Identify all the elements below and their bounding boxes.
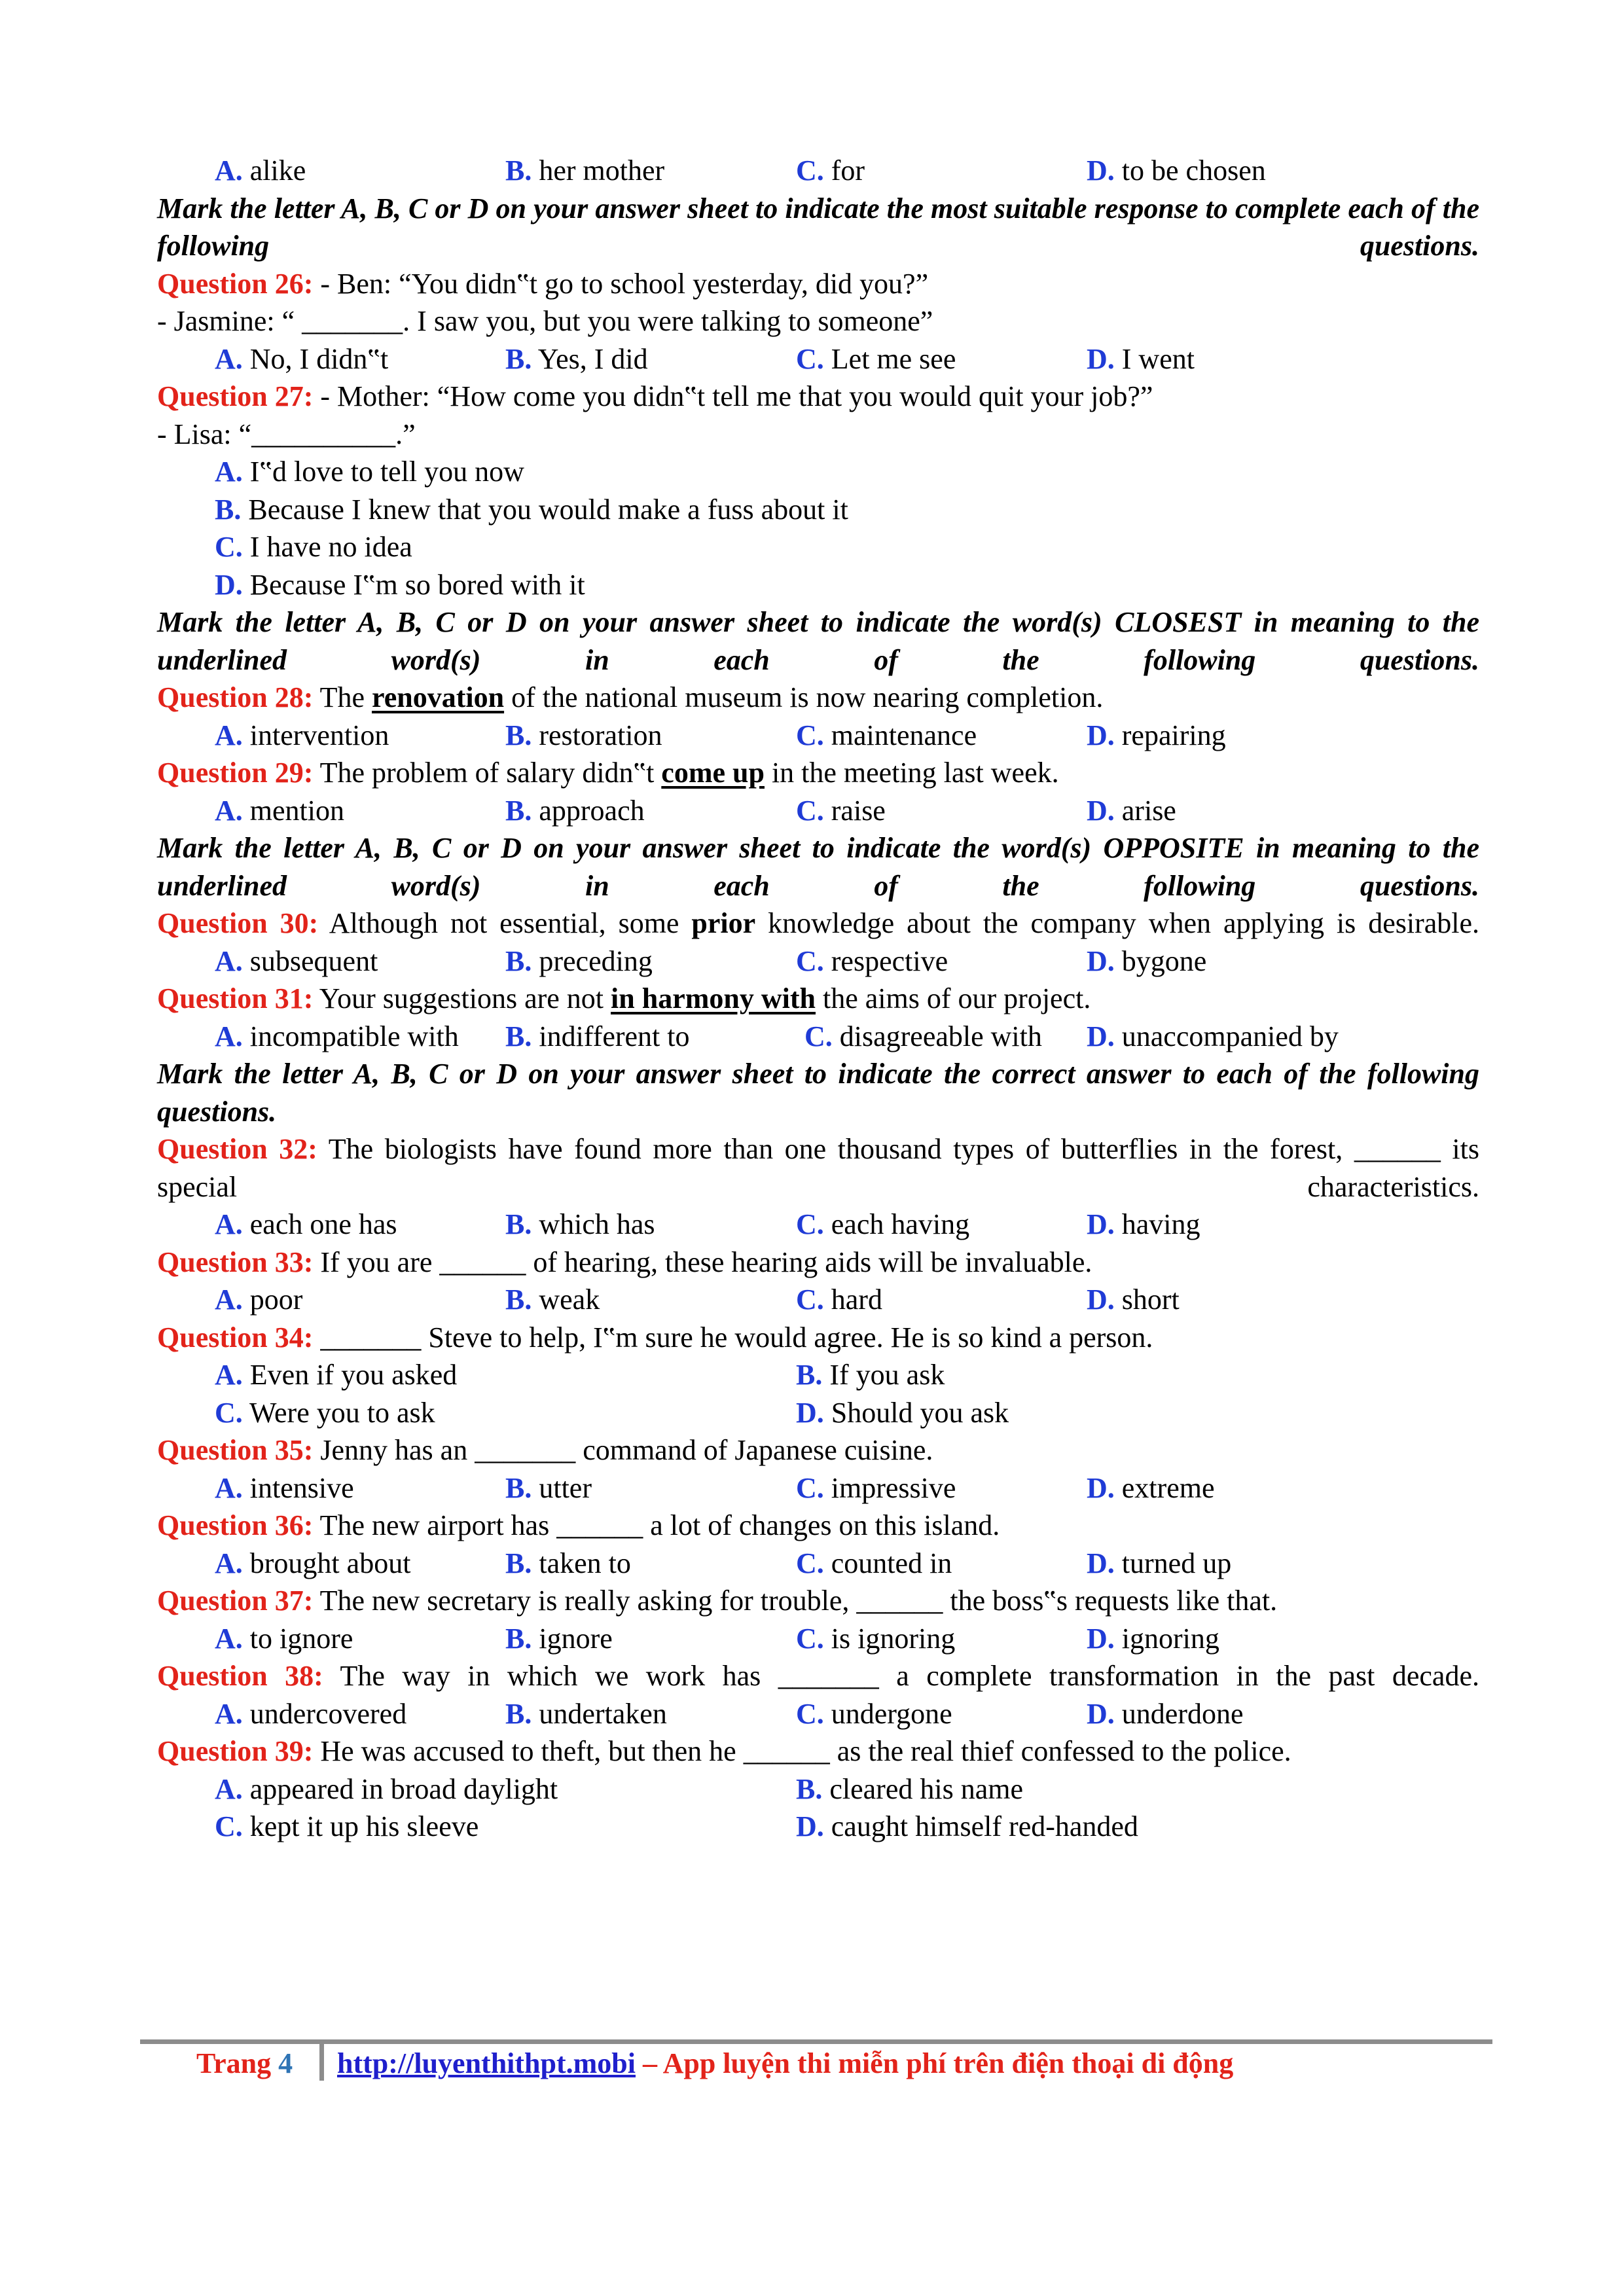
option-c: impressive	[831, 1471, 956, 1504]
option-letter: C.	[796, 1208, 824, 1240]
options-row	[157, 1206, 1479, 1244]
option-c: undergone	[831, 1697, 952, 1730]
option-a: poor	[249, 1283, 303, 1316]
option-letter: D.	[1087, 1208, 1115, 1240]
options-row	[157, 1770, 1479, 1808]
option-a: No, I didn‟t	[249, 342, 389, 375]
question-label: Question 34:	[157, 1321, 314, 1354]
question-text: knowledge about the company when applying is desirable.	[755, 907, 1480, 939]
option-letter: D.	[1087, 1283, 1115, 1316]
option-d: having	[1121, 1208, 1200, 1240]
option-a: intervention	[249, 719, 389, 751]
footer-link[interactable]: http://luyenthithpt.mobi	[337, 2047, 636, 2079]
question-label: Question 29:	[157, 757, 314, 789]
option-letter: C.	[796, 944, 824, 977]
option-letter: D.	[1087, 1622, 1115, 1655]
option-letter: D.	[796, 1396, 824, 1429]
option-b: approach	[539, 794, 645, 827]
underlined-word: in harmony with	[611, 982, 816, 1014]
section-instruction: Mark the letter A, B, C or D on your answer sheet to indicate the correct answer to each of the following questions.	[157, 1058, 1479, 1128]
question-label: Question 36:	[157, 1509, 314, 1541]
option-letter: D.	[1087, 1020, 1115, 1052]
option-b: undertaken	[539, 1697, 667, 1730]
question-29	[157, 754, 1479, 792]
section-instruction: Mark the letter A, B, C or D on your answer sheet to indicate the word(s) OPPOSITE in meaning to the underlined word(s) in each of the following questions.	[157, 832, 1479, 902]
option-letter: A.	[215, 1359, 243, 1391]
question-text: The new airport has ______ a lot of changes on this island.	[313, 1509, 1000, 1541]
option-c: respective	[831, 944, 948, 977]
question-label: Question 35:	[157, 1434, 314, 1466]
option-d: I went	[1121, 342, 1195, 375]
question-text: of the national museum is now nearing completion.	[504, 681, 1104, 713]
option-d: repairing	[1121, 719, 1226, 751]
option-letter: D.	[215, 568, 243, 601]
option-letter: A.	[215, 944, 243, 977]
option-d: underdone	[1121, 1697, 1244, 1730]
question-label: Question 26:	[157, 267, 314, 300]
option-letter: C.	[796, 794, 824, 827]
option-letter: D.	[1087, 1547, 1115, 1579]
option-b: utter	[539, 1471, 592, 1504]
question-36	[157, 1507, 1479, 1545]
option-d: turned up	[1121, 1547, 1232, 1579]
options-row	[157, 1394, 1479, 1432]
options-row	[157, 942, 1479, 980]
option-c: Let me see	[831, 342, 956, 375]
option-b: which has	[539, 1208, 655, 1240]
question-label: Question 28:	[157, 681, 314, 713]
option-letter: A.	[215, 1208, 243, 1240]
option-letter: A.	[215, 1622, 243, 1655]
question-35	[157, 1431, 1479, 1469]
question-label: Question 39:	[157, 1735, 314, 1767]
option-letter: C.	[796, 1547, 824, 1579]
question-text: Although not essential, some	[318, 907, 692, 939]
option-letter: A.	[215, 1020, 243, 1052]
question-39	[157, 1732, 1479, 1770]
option-letter: A.	[215, 342, 243, 375]
option-letter: A.	[215, 794, 243, 827]
option-letter: C.	[215, 1396, 243, 1429]
option-b: cleared his name	[829, 1772, 1023, 1805]
question-text: - Mother: “How come you didn‟t tell me that you would quit your job?”	[313, 380, 1153, 412]
question-38	[157, 1657, 1479, 1695]
option-letter: A.	[215, 719, 243, 751]
option-letter: D.	[1087, 1697, 1115, 1730]
option-a: incompatible with	[249, 1020, 459, 1052]
option-letter: C.	[796, 1622, 824, 1655]
option-letter: B.	[505, 154, 532, 187]
options-row	[157, 1620, 1479, 1658]
question-label: Question 31:	[157, 982, 314, 1014]
option-letter: B.	[505, 1697, 532, 1730]
page-word: Trang	[196, 2047, 272, 2079]
footer-text: – App luyện thi miễn phí trên điện thoại di động	[636, 2047, 1234, 2079]
option-row-b	[157, 491, 1479, 529]
option-a: each one has	[249, 1208, 397, 1240]
option-letter: D.	[1087, 719, 1115, 751]
option-d: short	[1121, 1283, 1180, 1316]
option-row-c	[157, 528, 1479, 566]
underlined-word: come up	[661, 757, 765, 789]
question-30	[157, 905, 1479, 942]
question-text: The biologists have found more than one thousand types of butterflies in the forest, ______ its special characteristics.	[157, 1133, 1479, 1203]
option-a: Even if you asked	[249, 1359, 458, 1391]
option-letter: D.	[1087, 1471, 1115, 1504]
option-row-a	[157, 453, 1479, 491]
option-letter: C.	[215, 531, 243, 563]
question-text: If you are ______ of hearing, these hearing aids will be invaluable.	[313, 1246, 1092, 1278]
options-row	[157, 1469, 1479, 1507]
option-d: bygone	[1121, 944, 1207, 977]
option-c: for	[831, 154, 865, 187]
question-label: Question 30:	[157, 907, 319, 939]
options-row	[157, 1808, 1479, 1846]
highlighted-word: prior	[691, 907, 756, 939]
option-d: ignoring	[1121, 1622, 1219, 1655]
option-c: Were you to ask	[249, 1396, 435, 1429]
question-label: Question 37:	[157, 1585, 314, 1617]
option-d: Because I‟m so bored with it	[249, 568, 585, 601]
option-letter: B.	[505, 944, 532, 977]
question-37	[157, 1582, 1479, 1620]
option-letter: A.	[215, 1547, 243, 1579]
question-text: - Ben: “You didn‟t go to school yesterday, did you?”	[313, 267, 929, 300]
option-letter: D.	[796, 1810, 824, 1842]
option-letter: B.	[505, 342, 532, 375]
option-c: maintenance	[831, 719, 977, 751]
option-letter: B.	[505, 1020, 532, 1052]
option-d: caught himself red-handed	[831, 1810, 1138, 1842]
option-a: subsequent	[249, 944, 378, 977]
option-letter: B.	[505, 1471, 532, 1504]
option-d: arise	[1121, 794, 1176, 827]
option-letter: C.	[796, 719, 824, 751]
option-d: unaccompanied by	[1121, 1020, 1339, 1052]
question-32	[157, 1130, 1479, 1206]
question-text: _______ Steve to help, I‟m sure he would agree. He is so kind a person.	[313, 1321, 1153, 1354]
option-a: appeared in broad daylight	[249, 1772, 558, 1805]
option-letter: B.	[505, 794, 532, 827]
option-a: intensive	[249, 1471, 354, 1504]
option-b: Yes, I did	[537, 342, 648, 375]
question-26	[157, 265, 1479, 303]
page-number	[196, 2047, 293, 2080]
option-a: brought about	[249, 1547, 411, 1579]
option-letter: B.	[505, 1622, 532, 1655]
option-a: I‟d love to tell you now	[249, 456, 524, 488]
option-letter: B.	[796, 1359, 823, 1391]
option-b: ignore	[539, 1622, 613, 1655]
page-footer	[0, 2047, 1624, 2083]
option-letter: C.	[796, 1283, 824, 1316]
option-d: extreme	[1121, 1471, 1215, 1504]
question-label: Question 33:	[157, 1246, 314, 1278]
question-text: The new secretary is really asking for trouble, ______ the boss‟s requests like that.	[313, 1585, 1278, 1617]
option-letter: B.	[505, 1208, 532, 1240]
option-letter: D.	[1087, 342, 1115, 375]
option-letter: A.	[215, 154, 243, 187]
question-text: The way in which we work has _______ a complete transformation in the past decade.	[323, 1660, 1479, 1692]
option-letter: A.	[215, 1772, 243, 1805]
option-a: alike	[249, 154, 306, 187]
question-text: Jenny has an _______ command of Japanese cuisine.	[313, 1434, 933, 1466]
option-letter: A.	[215, 1471, 243, 1504]
options-row	[157, 1018, 1479, 1056]
option-letter: C.	[796, 1471, 824, 1504]
option-d: Should you ask	[831, 1396, 1009, 1429]
option-b: her mother	[539, 154, 665, 187]
option-b: weak	[539, 1283, 600, 1316]
option-row-d	[157, 566, 1479, 604]
question-text: Your suggestions are not	[313, 982, 611, 1014]
question-28	[157, 679, 1479, 717]
option-b: indifferent to	[539, 1020, 690, 1052]
option-c: each having	[831, 1208, 970, 1240]
option-letter: C.	[796, 342, 824, 375]
option-letter: B.	[215, 493, 242, 526]
option-letter: C.	[804, 1020, 833, 1052]
option-b: preceding	[539, 944, 653, 977]
question-34	[157, 1319, 1479, 1357]
options-row	[157, 1356, 1479, 1394]
question-text: the aims of our project.	[816, 982, 1091, 1014]
option-c: is ignoring	[831, 1622, 956, 1655]
option-c: kept it up his sleeve	[249, 1810, 479, 1842]
option-letter: D.	[1087, 794, 1115, 827]
question-label: Question 38:	[157, 1660, 323, 1692]
question-text: The	[313, 681, 372, 713]
option-letter: B.	[505, 1283, 532, 1316]
option-letter: A.	[215, 456, 243, 488]
question-31	[157, 980, 1479, 1018]
options-row	[157, 792, 1479, 830]
option-letter: B.	[505, 719, 532, 751]
page-num: 4	[278, 2047, 293, 2079]
option-c: counted in	[831, 1547, 952, 1579]
options-row	[157, 1281, 1479, 1319]
option-letter: D.	[1087, 154, 1115, 187]
option-c: I have no idea	[249, 531, 412, 563]
question-text: in the meeting last week.	[764, 757, 1059, 789]
option-c: hard	[831, 1283, 882, 1316]
option-letter: A.	[215, 1697, 243, 1730]
question-label: Question 32:	[157, 1133, 317, 1165]
option-d: to be chosen	[1121, 154, 1266, 187]
option-b: taken to	[539, 1547, 631, 1579]
exam-page	[157, 152, 1479, 1846]
option-b: Because I knew that you would make a fuss about it	[248, 493, 848, 526]
option-letter: C.	[215, 1810, 243, 1842]
option-letter: B.	[505, 1547, 532, 1579]
option-c: disagreeable with	[839, 1020, 1042, 1052]
question-26-line2: - Jasmine: “ _______. I saw you, but you were talking to someone”	[157, 305, 933, 337]
underlined-word: renovation	[371, 681, 505, 713]
option-letter: A.	[215, 1283, 243, 1316]
question-text: He was accused to theft, but then he ______ as the real thief confessed to the police.	[313, 1735, 1291, 1767]
question-label: Question 27:	[157, 380, 314, 412]
section-instruction: Mark the letter A, B, C or D on your answer sheet to indicate the most suitable response to complete each of the following questions.	[157, 192, 1479, 262]
options-row	[157, 1695, 1479, 1733]
option-a: mention	[249, 794, 344, 827]
option-b: restoration	[539, 719, 662, 751]
section-instruction: Mark the letter A, B, C or D on your answer sheet to indicate the word(s) CLOSEST in meaning to the underlined word(s) in each of the following questions.	[157, 606, 1479, 676]
option-letter: D.	[1087, 944, 1115, 977]
option-letter: C.	[796, 154, 824, 187]
options-row	[157, 340, 1479, 378]
question-27	[157, 378, 1479, 416]
option-letter: B.	[796, 1772, 823, 1805]
option-a: undercovered	[249, 1697, 407, 1730]
question-27-line2: - Lisa: “__________.”	[157, 418, 416, 450]
question-text: The problem of salary didn‟t	[313, 757, 662, 789]
option-c: raise	[831, 794, 886, 827]
option-b: If you ask	[829, 1359, 945, 1391]
options-row	[157, 717, 1479, 755]
footer-divider	[140, 2039, 1492, 2044]
options-row	[157, 152, 1479, 190]
question-33	[157, 1244, 1479, 1282]
option-a: to ignore	[249, 1622, 353, 1655]
option-letter: C.	[796, 1697, 824, 1730]
options-row	[157, 1545, 1479, 1583]
